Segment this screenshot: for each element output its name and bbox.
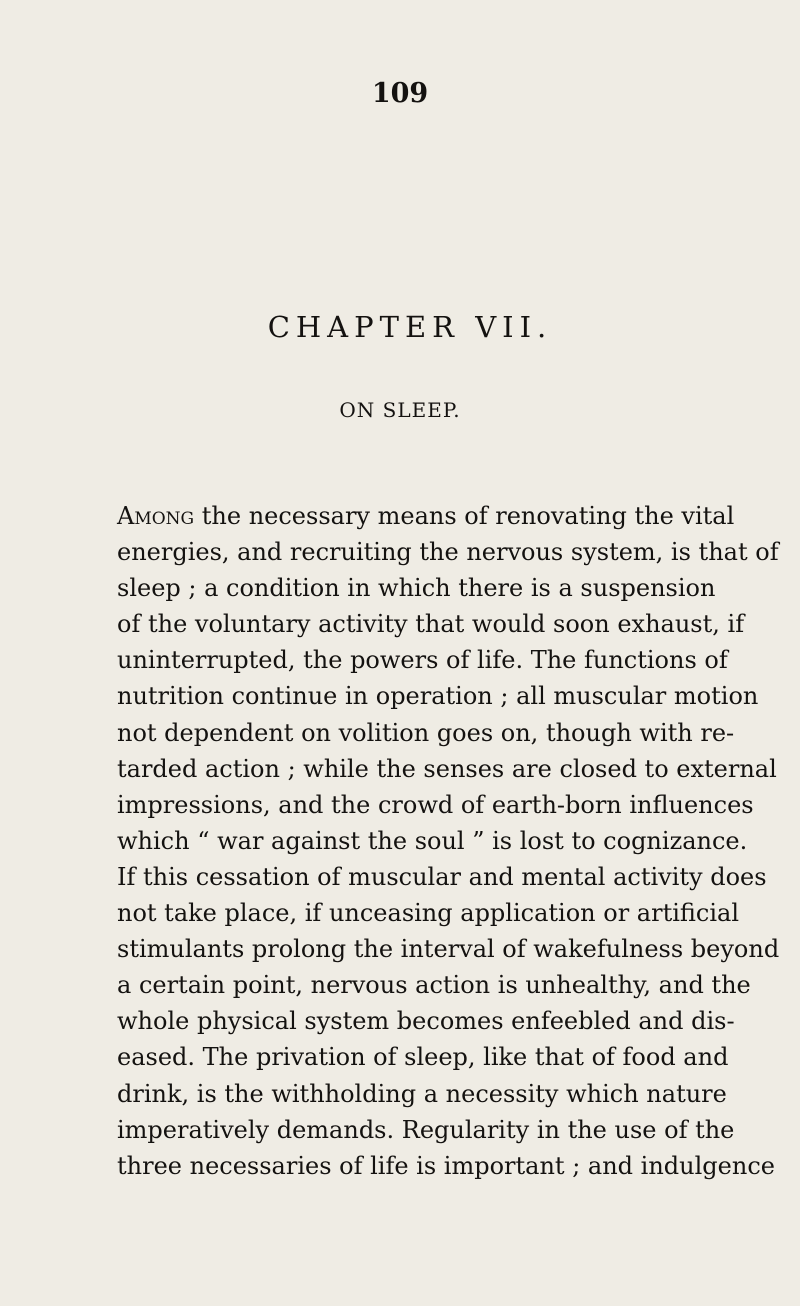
text-line: a certain point, nervous action is unhealthy, and the (117, 971, 751, 1000)
text-line: eased. The privation of sleep, like that of food and (117, 1043, 729, 1072)
text-line: If this cessation of muscular and mental activity does (117, 862, 767, 891)
text-line: sleep ; a condition in which there is a suspension (117, 574, 716, 603)
chapter-title: CHAPTER VII. (267, 310, 553, 344)
text-line: impressions, and the crowd of earth-born influences (117, 790, 754, 819)
text-line: which “ war against the soul ” is lost to cognizance. (117, 826, 748, 855)
text-line: not dependent on volition goes on, though with re- (117, 718, 735, 747)
body-paragraph (117, 498, 780, 1184)
page-number: 109 (371, 78, 429, 109)
text-line-rest: the necessary means of renovating the vital (194, 502, 735, 530)
text-line (117, 498, 735, 534)
text-line: tarded action ; while the senses are closed to external (117, 754, 777, 783)
text-line: nutrition continue in operation ; all muscular motion (117, 682, 759, 711)
text-line: three necessaries of life is important ; and indulgence (117, 1151, 775, 1180)
text-line: uninterrupted, the powers of life. The functions of (117, 646, 728, 675)
drop-word: Among (117, 502, 195, 530)
text-line: whole physical system becomes enfeebled and dis- (117, 1007, 735, 1036)
text-line: drink, is the withholding a necessity which nature (117, 1079, 727, 1108)
text-line: of the voluntary activity that would soon exhaust, if (117, 610, 745, 639)
text-line: imperatively demands. Regularity in the use of the (117, 1115, 735, 1144)
text-line: stimulants prolong the interval of wakefulness beyond (117, 935, 780, 964)
text-line: energies, and recruiting the nervous system, is that of (117, 538, 779, 567)
chapter-subtitle: ON SLEEP. (339, 398, 461, 422)
text-line: not take place, if unceasing application or artificial (117, 899, 740, 928)
